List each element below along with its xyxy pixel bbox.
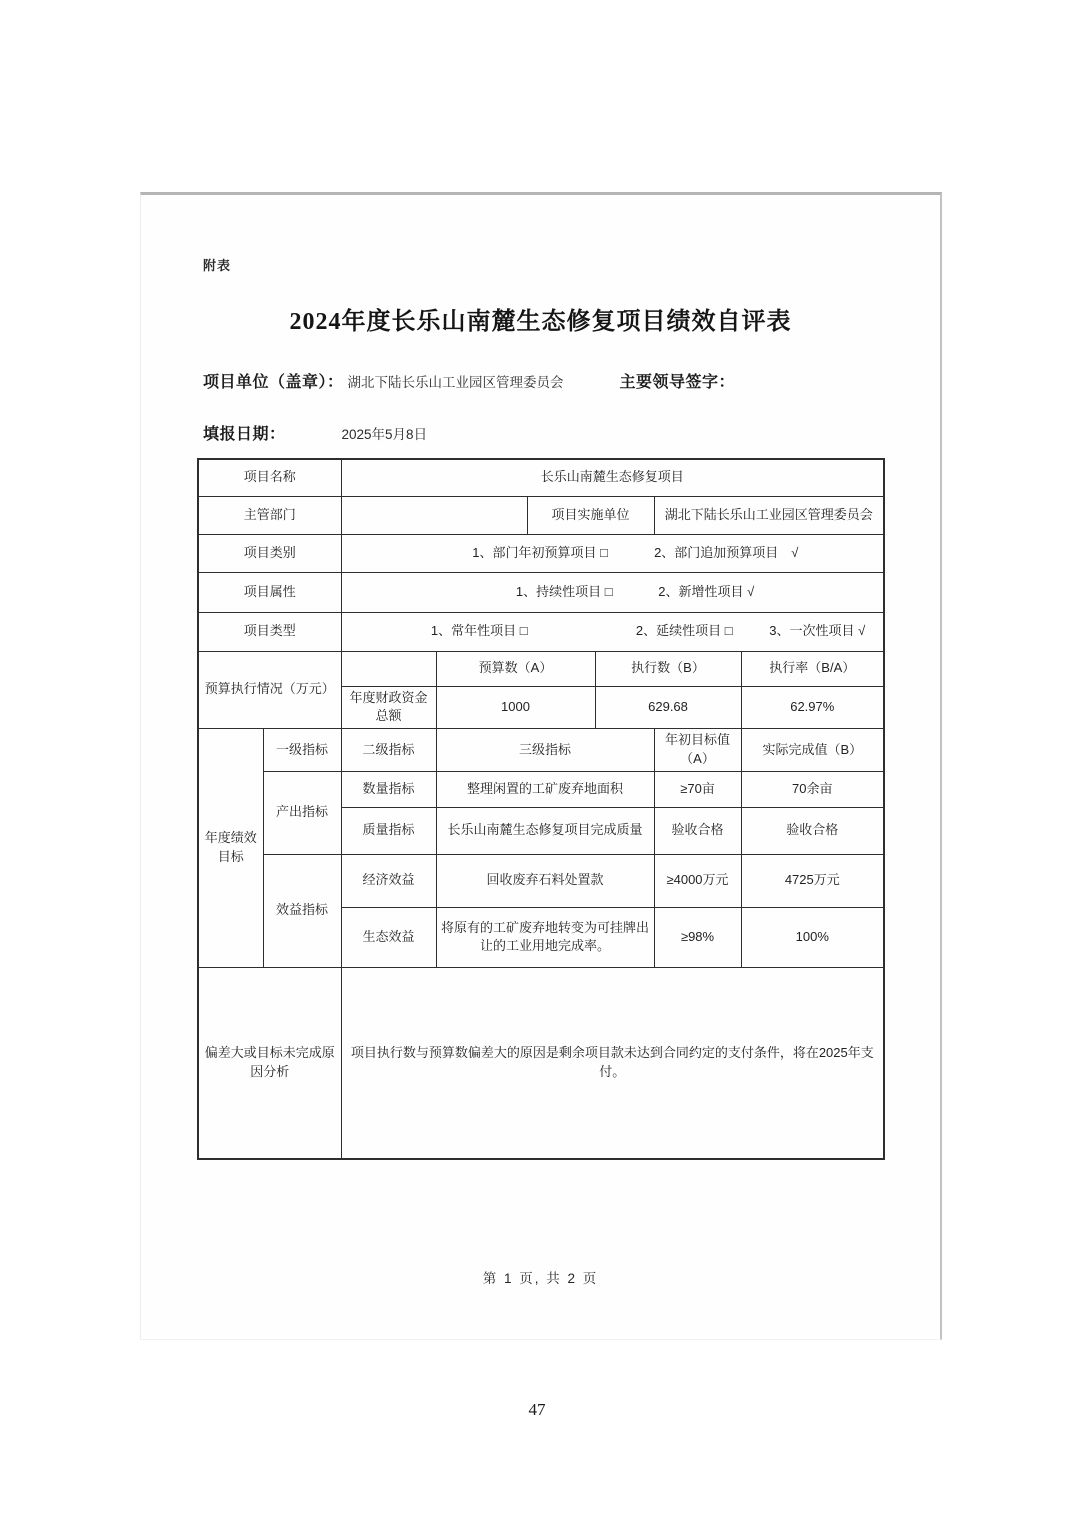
checkbox-option: 1、持续性项目 □: [515, 583, 613, 599]
dept-label: 主管部门: [198, 496, 341, 534]
indicator-target: 验收合格: [654, 807, 741, 854]
table-row: [198, 651, 884, 686]
scan-page-footer: 第 1 页, 共 2 页: [482, 1271, 599, 1286]
report-date-label: 填报日期：: [203, 426, 286, 443]
type-options: [341, 612, 884, 651]
category-options: [341, 534, 884, 572]
budget-col-a-header: 预算数（A）: [436, 651, 595, 686]
table-row: [198, 534, 884, 572]
category-label: 项目类别: [198, 534, 341, 572]
impl-unit-label: 项目实施单位: [527, 496, 654, 534]
target-header: 年初目标值（A）: [654, 729, 741, 772]
report-date-line: [203, 421, 427, 444]
table-row: [198, 771, 884, 807]
budget-empty-cell: [341, 651, 436, 686]
indicator-level2: 生态效益: [341, 907, 436, 967]
budget-value-a: 1000: [436, 686, 595, 729]
indicator-level2: 经济效益: [341, 854, 436, 907]
indicator-target: ≥4000万元: [654, 854, 741, 907]
table-row: [198, 967, 884, 1159]
indicator-level3: 长乐山南麓生态修复项目完成质量: [436, 807, 654, 854]
indicator-actual: 4725万元: [741, 854, 884, 907]
budget-rate-header: 执行率（B/A）: [741, 651, 884, 686]
indicator-level3: 将原有的工矿废弃地转变为可挂牌出让的工业用地完成率。: [436, 907, 654, 967]
document-title: 2024年度长乐山南麓生态修复项目绩效自评表: [289, 309, 792, 335]
project-name-label: 项目名称: [198, 459, 341, 496]
table-row: [198, 729, 884, 772]
project-unit-value: 湖北下陆长乐山工业园区管理委员会: [347, 375, 564, 390]
checkbox-option: 2、新增性项目 √: [658, 583, 755, 599]
table-row: [198, 612, 884, 651]
benefit-indicator-group: 效益指标: [263, 854, 341, 967]
table-row: [198, 572, 884, 612]
impl-unit-value: 湖北下陆长乐山工业园区管理委员会: [654, 496, 884, 534]
table-row: [198, 496, 884, 534]
level2-header: 二级指标: [341, 729, 436, 772]
indicator-actual: 70余亩: [741, 771, 884, 807]
report-date-value: 2025年5月8日: [341, 427, 428, 442]
table-row: [198, 854, 884, 907]
outer-page-number: 47: [528, 1400, 546, 1419]
level1-header: 一级指标: [263, 729, 341, 772]
self-evaluation-table: [197, 458, 885, 1160]
type-label: 项目类型: [198, 612, 341, 651]
attribute-label: 项目属性: [198, 572, 341, 612]
indicator-actual: 验收合格: [741, 807, 884, 854]
checkbox-option: 2、部门追加预算项目 √: [654, 544, 799, 560]
checkbox-option: 1、部门年初预算项目 □: [472, 544, 608, 560]
budget-value-b: 629.68: [595, 686, 741, 729]
project-unit-label: 项目单位（盖章）：: [203, 374, 344, 391]
level3-header: 三级指标: [436, 729, 654, 772]
deviation-value: 项目执行数与预算数偏差大的原因是剩余项目款未达到合同约定的支付条件，将在2025年支付。: [341, 967, 884, 1159]
leader-signature-label: 主要领导签字：: [619, 374, 736, 391]
annual-performance-section-label: 年度绩效目标: [198, 729, 263, 968]
budget-col-b-header: 执行数（B）: [595, 651, 741, 686]
attribute-options: [341, 572, 884, 612]
checkbox-option: 3、一次性项目 √: [769, 623, 866, 639]
attachment-label: 附表: [203, 258, 232, 273]
indicator-actual: 100%: [741, 907, 884, 967]
table-row: [198, 459, 884, 496]
deviation-label: 偏差大或目标未完成原因分析: [198, 967, 341, 1159]
unit-signature-line: [203, 369, 735, 392]
indicator-target: ≥70亩: [654, 771, 741, 807]
output-indicator-group: 产出指标: [263, 771, 341, 854]
scanned-document-page: [140, 192, 942, 1340]
indicator-level2: 数量指标: [341, 771, 436, 807]
indicator-level2: 质量指标: [341, 807, 436, 854]
dept-value: [341, 496, 527, 534]
checkbox-option: 2、延续性项目 □: [635, 623, 733, 639]
budget-value-rate: 62.97%: [741, 686, 884, 729]
budget-section-label: 预算执行情况（万元）: [198, 651, 341, 729]
indicator-target: ≥98%: [654, 907, 741, 967]
checkbox-option: 1、常年性项目 □: [430, 623, 528, 639]
annual-fund-label: 年度财政资金总额: [341, 686, 436, 729]
project-name-value: 长乐山南麓生态修复项目: [341, 459, 884, 496]
indicator-level3: 回收废弃石料处置款: [436, 854, 654, 907]
indicator-level3: 整理闲置的工矿废弃地面积: [436, 771, 654, 807]
actual-header: 实际完成值（B）: [741, 729, 884, 772]
